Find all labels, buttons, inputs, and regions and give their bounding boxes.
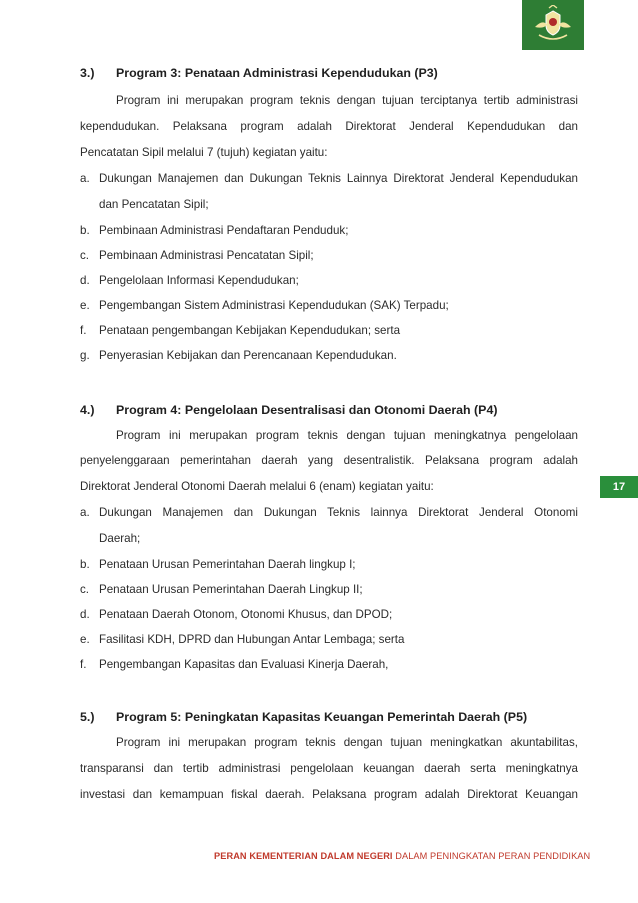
section-heading xyxy=(80,710,578,724)
section-title: Program 5: Peningkatan Kapasitas Keuangan Pemerintah Daerah (P5) xyxy=(116,710,528,724)
paragraph-line: Program ini merupakan program teknis dengan tujuan meningkatkan akuntabilitas, xyxy=(116,736,578,749)
list-text: dan Pencatatan Sipil; xyxy=(99,198,209,211)
list-text: Penataan pengembangan Kebijakan Kependudukan; serta xyxy=(99,324,401,337)
list-label: c. xyxy=(80,249,90,262)
page-number-tab xyxy=(600,476,638,498)
list-text: Pengembangan Sistem Administrasi Kependudukan (SAK) Terpadu; xyxy=(99,299,449,312)
section-number: 3.) xyxy=(80,66,95,80)
section-title: Program 3: Penataan Administrasi Kependudukan (P3) xyxy=(116,66,438,80)
list-label: a. xyxy=(80,506,90,519)
garuda-emblem-icon xyxy=(522,0,584,50)
section-heading xyxy=(80,66,578,80)
list-text: Dukungan Manajemen dan Dukungan Teknis lainnya Direktorat Jenderal Otonomi xyxy=(99,506,578,519)
footer-bold: PERAN KEMENTERIAN DALAM NEGERI xyxy=(214,851,393,861)
list-label: d. xyxy=(80,274,90,287)
paragraph-line: penyelenggaraan pemerintahan daerah yang desentralistik. Pelaksana program adalah xyxy=(80,454,578,467)
section-heading xyxy=(80,403,578,417)
list-label: b. xyxy=(80,558,90,571)
list-label: e. xyxy=(80,299,90,312)
page-number: 17 xyxy=(612,481,626,493)
list-label: f. xyxy=(80,324,87,337)
page-footer xyxy=(214,851,591,861)
paragraph-line: investasi dan kemampuan fiskal daerah. Pelaksana program adalah Direktorat Keuangan xyxy=(80,788,578,801)
list-label: g. xyxy=(80,349,90,362)
paragraph-line: Program ini merupakan program teknis dengan tujuan meningkatnya pengelolaan xyxy=(116,429,578,442)
list-label: d. xyxy=(80,608,90,621)
list-text: Daerah; xyxy=(99,532,141,545)
list-text: Pengembangan Kapasitas dan Evaluasi Kinerja Daerah, xyxy=(99,658,389,671)
list-text: Penyerasian Kebijakan dan Perencanaan Kependudukan. xyxy=(99,349,397,362)
list-text: Pembinaan Administrasi Pencatatan Sipil; xyxy=(99,249,314,262)
section-number: 5.) xyxy=(80,710,95,724)
paragraph-line: transparansi dan tertib administrasi pengelolaan keuangan daerah serta meningkatnya xyxy=(80,762,578,775)
paragraph-line: kependudukan. Pelaksana program adalah Direktorat Jenderal Kependudukan dan xyxy=(80,120,578,133)
list-text: Penataan Daerah Otonom, Otonomi Khusus, dan DPOD; xyxy=(99,608,393,621)
list-text: Penataan Urusan Pemerintahan Daerah lingkup I; xyxy=(99,558,356,571)
list-text: Pengelolaan Informasi Kependudukan; xyxy=(99,274,299,287)
list-label: b. xyxy=(80,224,90,237)
list-text: Penataan Urusan Pemerintahan Daerah Lingkup II; xyxy=(99,583,363,596)
list-label: f. xyxy=(80,658,87,671)
list-text: Dukungan Manajemen dan Dukungan Teknis Lainnya Direktorat Jenderal Kependudukan xyxy=(99,172,578,185)
list-label: e. xyxy=(80,633,90,646)
list-text: Pembinaan Administrasi Pendaftaran Penduduk; xyxy=(99,224,349,237)
paragraph-line: Direktorat Jenderal Otonomi Daerah melalui 6 (enam) kegiatan yaitu: xyxy=(80,480,434,493)
list-text: Fasilitasi KDH, DPRD dan Hubungan Antar Lembaga; serta xyxy=(99,633,405,646)
list-label: a. xyxy=(80,172,90,185)
section-title: Program 4: Pengelolaan Desentralisasi dan Otonomi Daerah (P4) xyxy=(116,403,498,417)
section-number: 4.) xyxy=(80,403,95,417)
paragraph-line: Pencatatan Sipil melalui 7 (tujuh) kegiatan yaitu: xyxy=(80,146,328,159)
footer-regular: DALAM PENINGKATAN PERAN PENDIDIKAN xyxy=(392,851,591,861)
list-label: c. xyxy=(80,583,90,596)
paragraph-line: Program ini merupakan program teknis dengan tujuan terciptanya tertib administrasi xyxy=(116,94,578,107)
